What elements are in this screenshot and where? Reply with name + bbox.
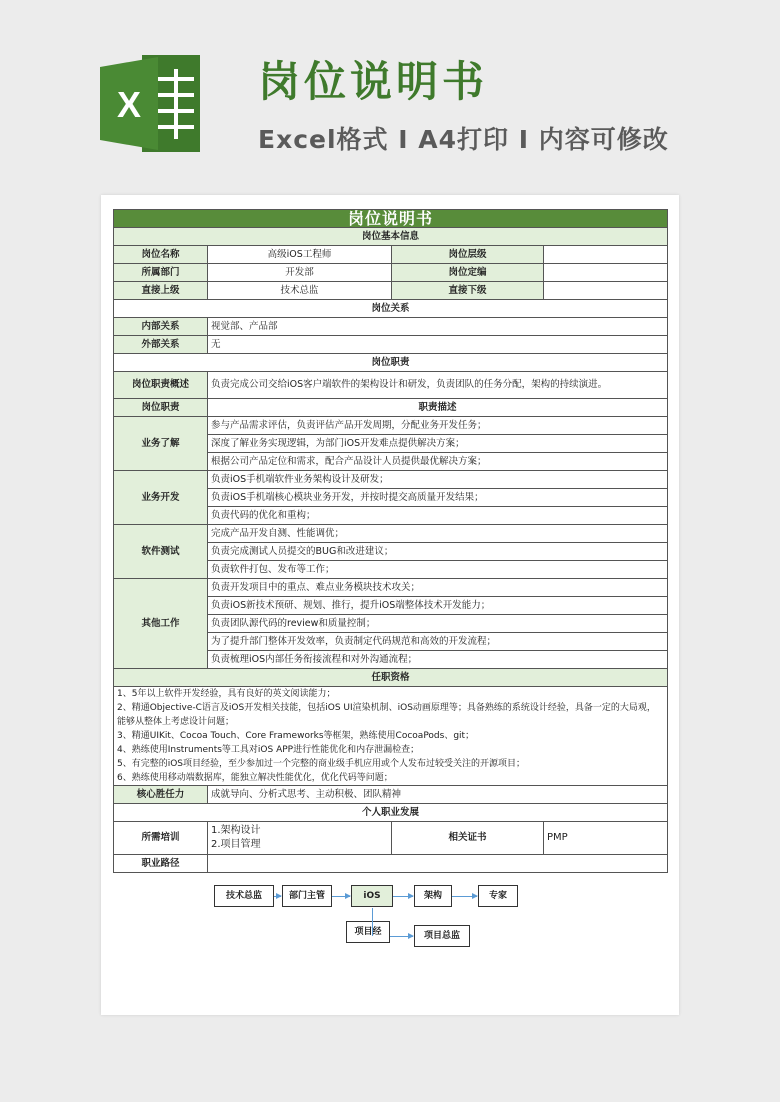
duty-item[interactable]: 负责软件打包、发布等工作； bbox=[208, 561, 668, 579]
table-row bbox=[114, 318, 668, 336]
value-department[interactable]: 开发部 bbox=[208, 264, 392, 282]
duty-item[interactable]: 负责iOS手机端软件业务架构设计及研发； bbox=[208, 471, 668, 489]
duty-item[interactable]: 负责完成测试人员提交的BUG和改进建议； bbox=[208, 543, 668, 561]
path-node-project-director: 项目总监 bbox=[414, 925, 470, 947]
label-duty-description: 职责描述 bbox=[208, 399, 668, 417]
value-direct-subordinate[interactable] bbox=[544, 282, 668, 300]
path-node-architect: 架构 bbox=[414, 885, 452, 907]
label-position-level: 岗位层级 bbox=[392, 246, 544, 264]
table-row bbox=[114, 786, 668, 804]
value-core-competency[interactable]: 成就导向、分析式思考、主动积极、团队精神 bbox=[208, 786, 668, 804]
label-duty-overview: 岗位职责概述 bbox=[114, 372, 208, 399]
path-node-dept-manager: 部门主管 bbox=[282, 885, 332, 907]
qualification-item: 2、精通Objective-C语言及iOS开发相关技能，包括iOS UI渲染机制、iOS动画原理等；具备熟练的系统设计经验，具备一定的大局观，能够从整体上考虑设计问题； bbox=[117, 703, 656, 727]
duty-item[interactable]: 为了提升部门整体开发效率，负责制定代码规范和高效的开发流程； bbox=[208, 633, 668, 651]
duty-group-name: 业务了解 bbox=[114, 417, 208, 471]
arrow-icon bbox=[452, 896, 477, 897]
label-certificates: 相关证书 bbox=[392, 822, 544, 855]
logo-letter: X bbox=[116, 84, 142, 125]
value-headcount[interactable] bbox=[544, 264, 668, 282]
qualification-item: 4、熟练使用Instruments等工具对iOS APP进行性能优化和内存泄漏检查； bbox=[117, 745, 420, 755]
table-row bbox=[114, 525, 668, 543]
label-direct-superior: 直接上级 bbox=[114, 282, 208, 300]
duty-item[interactable]: 负责团队源代码的review和质量控制； bbox=[208, 615, 668, 633]
duty-item[interactable]: 根据公司产品定位和需求，配合产品设计人员提供最优解决方案； bbox=[208, 453, 668, 471]
duty-group-name: 软件测试 bbox=[114, 525, 208, 579]
arrow-icon bbox=[390, 936, 413, 937]
duty-item[interactable]: 负责梳理iOS内部任务衔接流程和对外沟通流程； bbox=[208, 651, 668, 669]
duty-item[interactable]: 深度了解业务实现逻辑，为部门iOS开发难点提供解决方案； bbox=[208, 435, 668, 453]
section-duties: 岗位职责 bbox=[114, 354, 668, 372]
label-headcount: 岗位定编 bbox=[392, 264, 544, 282]
arrow-icon bbox=[332, 896, 350, 897]
table-row bbox=[114, 372, 668, 399]
value-direct-superior[interactable]: 技术总监 bbox=[208, 282, 392, 300]
training-item: 2.项目管理 bbox=[211, 839, 261, 850]
page-title: 岗位说明书 bbox=[258, 57, 489, 106]
table-row bbox=[114, 417, 668, 435]
table-row bbox=[114, 822, 668, 855]
value-duty-overview[interactable]: 负责完成公司交给iOS客户端软件的架构设计和研发，负责团队的任务分配，架构的持续演进。 bbox=[208, 372, 668, 399]
qualification-item: 1、5年以上软件开发经验，具有良好的英文阅读能力； bbox=[117, 689, 336, 699]
duty-item[interactable]: 参与产品需求评估，负责评估产品开发周期，分配业务开发任务； bbox=[208, 417, 668, 435]
arrow-icon bbox=[274, 896, 281, 897]
table-row bbox=[114, 282, 668, 300]
value-external-relations[interactable]: 无 bbox=[208, 336, 668, 354]
qualification-item: 6、熟练使用移动端数据库，能独立解决性能优化，优化代码等问题； bbox=[117, 773, 393, 783]
path-node-ios: iOS bbox=[351, 885, 393, 907]
duty-item[interactable]: 负责iOS新技术预研、规划、推行，提升iOS端整体技术开发能力； bbox=[208, 597, 668, 615]
label-core-competency: 核心胜任力 bbox=[114, 786, 208, 804]
value-internal-relations[interactable]: 视觉部、产品部 bbox=[208, 318, 668, 336]
table-row bbox=[114, 264, 668, 282]
path-node-project-manager: 项目经 bbox=[346, 921, 390, 943]
section-qualifications: 任职资格 bbox=[114, 669, 668, 687]
duty-item[interactable]: 负责代码的优化和重构； bbox=[208, 507, 668, 525]
table-row bbox=[114, 579, 668, 597]
value-certificates[interactable]: PMP bbox=[544, 822, 668, 855]
table-row bbox=[114, 471, 668, 489]
table-row bbox=[114, 855, 668, 873]
label-career-path: 职业路径 bbox=[114, 855, 208, 873]
path-node-tech-director: 技术总监 bbox=[214, 885, 274, 907]
section-relations: 岗位关系 bbox=[114, 300, 668, 318]
table-row bbox=[114, 336, 668, 354]
table-row bbox=[114, 399, 668, 417]
qualification-item: 5、有完整的iOS项目经验，至少参加过一个完整的商业级手机应用或个人发布过较受关注的开源项目； bbox=[117, 759, 526, 769]
training-item: 1.架构设计 bbox=[211, 825, 261, 836]
label-department: 所属部门 bbox=[114, 264, 208, 282]
duty-group-name: 业务开发 bbox=[114, 471, 208, 525]
label-duty-column: 岗位职责 bbox=[114, 399, 208, 417]
section-career: 个人职业发展 bbox=[114, 804, 668, 822]
label-internal-relations: 内部关系 bbox=[114, 318, 208, 336]
label-training: 所需培训 bbox=[114, 822, 208, 855]
qualifications-list[interactable] bbox=[114, 687, 668, 786]
label-external-relations: 外部关系 bbox=[114, 336, 208, 354]
value-position-level[interactable] bbox=[544, 246, 668, 264]
form-title: 岗位说明书 bbox=[114, 210, 668, 228]
duty-item[interactable]: 负责开发项目中的重点、难点业务模块技术攻关； bbox=[208, 579, 668, 597]
excel-logo-icon bbox=[100, 55, 200, 152]
value-training[interactable] bbox=[208, 822, 392, 855]
document-paper bbox=[101, 195, 679, 1015]
duty-item[interactable]: 完成产品开发自测、性能调优； bbox=[208, 525, 668, 543]
qualification-item: 3、精通UIKit、Cocoa Touch、Core Frameworks等框架，熟练使用CocoaPods、git； bbox=[117, 731, 475, 741]
section-basic-info: 岗位基本信息 bbox=[114, 228, 668, 246]
arrow-icon bbox=[393, 896, 413, 897]
page-subtitle: Excel格式 I A4打印 I 内容可修改 bbox=[258, 125, 669, 154]
value-position-name[interactable]: 高级iOS工程师 bbox=[208, 246, 392, 264]
label-direct-subordinate: 直接下级 bbox=[392, 282, 544, 300]
path-node-expert: 专家 bbox=[478, 885, 518, 907]
connector-line bbox=[372, 908, 373, 936]
job-description-table bbox=[113, 208, 668, 941]
label-position-name: 岗位名称 bbox=[114, 246, 208, 264]
duty-item[interactable]: 负责iOS手机端核心模块业务开发，并按时提交高质量开发结果； bbox=[208, 489, 668, 507]
duty-group-name: 其他工作 bbox=[114, 579, 208, 669]
table-row bbox=[114, 246, 668, 264]
career-path-diagram bbox=[208, 855, 668, 941]
table-row bbox=[114, 687, 668, 786]
